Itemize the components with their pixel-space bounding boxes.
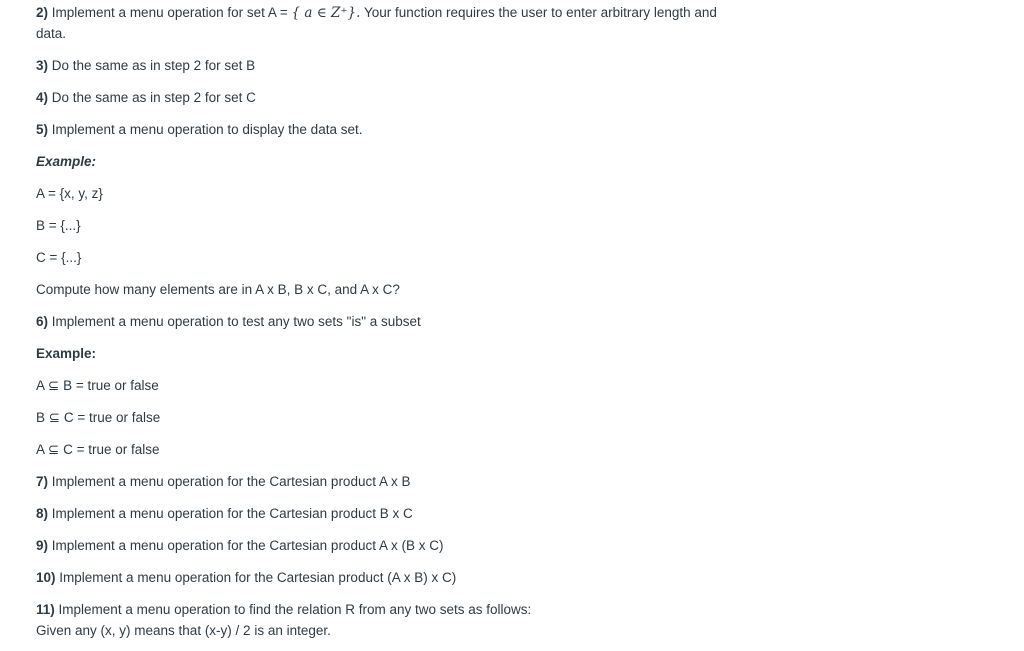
step-8 — [36, 503, 413, 524]
step-4 — [36, 87, 256, 108]
example-2-line-b: B ⊆ C = true or false — [36, 410, 161, 425]
example-1-heading: Example: — [36, 154, 97, 169]
step-11-number: 11) — [36, 602, 55, 617]
step-9-number: 9) — [36, 538, 49, 553]
step-2-line-1 — [36, 2, 717, 24]
step-10-number: 10) — [36, 570, 56, 585]
step-2-text-a: Implement a menu operation for set A = — [51, 5, 292, 20]
step-9 — [36, 535, 443, 556]
step-7-text: Implement a menu operation for the Cartesian product A x B — [51, 474, 411, 489]
step-3 — [36, 55, 255, 76]
step-2-math: { a ∈ Z⁺}. — [291, 5, 361, 21]
step-4-text: Do the same as in step 2 for set C — [51, 90, 256, 105]
example-1-line-b: B = {...} — [36, 218, 81, 233]
example-2-line-a: A ⊆ B = true or false — [36, 378, 159, 393]
step-11-text: Implement a menu operation to find the relation R from any two sets as follows: — [58, 602, 532, 617]
example-1-question: Compute how many elements are in A x B, B x C, and A x C? — [36, 282, 400, 297]
step-7-number: 7) — [36, 474, 49, 489]
step-2-text-b: Your function requires the user to enter arbitrary length and — [360, 5, 717, 20]
step-7 — [36, 471, 410, 492]
step-5-number: 5) — [36, 122, 49, 137]
example-2-line-c: A ⊆ C = true or false — [36, 442, 160, 457]
example-1-line-c: C = {...} — [36, 250, 82, 265]
step-8-text: Implement a menu operation for the Cartesian product B x C — [51, 506, 413, 521]
step-6-text: Implement a menu operation to test any two sets "is" a subset — [51, 314, 421, 329]
step-5-text: Implement a menu operation to display the data set. — [51, 122, 363, 137]
step-10 — [36, 567, 456, 588]
step-2-number: 2) — [36, 5, 49, 20]
step-4-number: 4) — [36, 90, 49, 105]
step-6 — [36, 311, 421, 332]
step-5 — [36, 119, 362, 140]
step-3-text: Do the same as in step 2 for set B — [51, 58, 256, 73]
step-9-text: Implement a menu operation for the Cartesian product A x (B x C) — [51, 538, 444, 553]
example-1-line-a: A = {x, y, z} — [36, 186, 103, 201]
step-11 — [36, 599, 531, 620]
step-6-number: 6) — [36, 314, 49, 329]
step-2-line-2: data. — [36, 26, 67, 41]
step-3-number: 3) — [36, 58, 49, 73]
step-11-line-2: Given any (x, y) means that (x-y) / 2 is an integer. — [36, 623, 331, 638]
step-8-number: 8) — [36, 506, 49, 521]
step-10-text: Implement a menu operation for the Cartesian product (A x B) x C) — [59, 570, 457, 585]
example-2-heading: Example: — [36, 346, 97, 361]
